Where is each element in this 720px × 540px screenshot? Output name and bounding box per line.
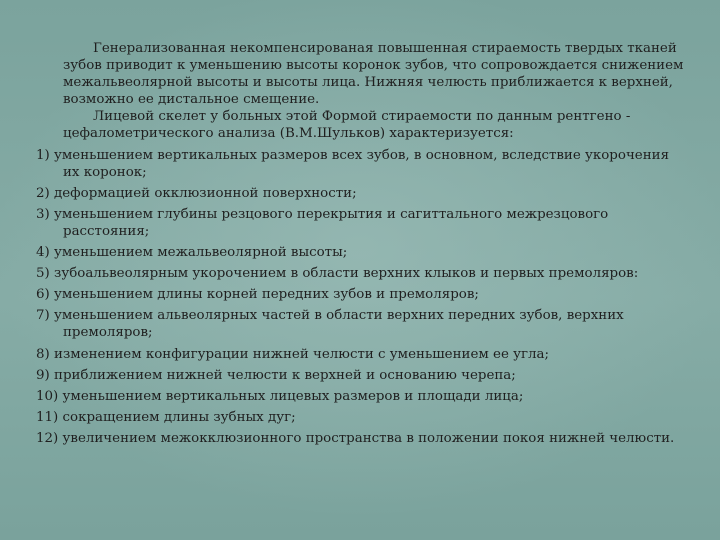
intro-paragraph: Генерализованная некомпенсированая повышенная стираемость твердых тканей зубов приводит к уменьшению высоты коронок зубов, что сопровождается снижением межальвеолярной высоты и высоты лица. Нижняя челюсть приближается к верхней, возможно ее дистальное смещение. bbox=[63, 41, 684, 108]
list-item bbox=[36, 409, 684, 426]
list-item-text: уменьшением альвеолярных частей в области верхних передних зубов, верхних премоляров; bbox=[54, 308, 624, 341]
list-item-number: 10) bbox=[36, 388, 59, 404]
list-item-text: зубоальвеолярным укорочением в области верхних клыков и первых премоляров: bbox=[54, 266, 639, 282]
slide-content bbox=[36, 40, 684, 451]
list-item bbox=[36, 430, 684, 447]
list-item bbox=[36, 147, 684, 181]
list-item-text: уменьшением глубины резцового перекрытия и сагиттального межрезцового расстояния; bbox=[54, 206, 609, 239]
list-item-number: 2) bbox=[36, 185, 50, 201]
list-item bbox=[36, 185, 684, 202]
skeleton-paragraph: Лицевой скелет у больных этой Формой стираемости по данным рентгено - цефалометрического анализа (В.М.Шульков) характеризуется: bbox=[63, 109, 631, 142]
list-item-number: 5) bbox=[36, 266, 50, 282]
list-item-text: уменьшением вертикальных размеров всех зубов, в основном, вследствие укорочения их коронок; bbox=[54, 147, 670, 180]
list-item bbox=[36, 286, 684, 303]
list-item bbox=[36, 307, 684, 341]
list-item-number: 3) bbox=[36, 206, 50, 222]
list-item-text: уменьшением длины корней передних зубов и премоляров; bbox=[54, 287, 479, 303]
list-item-text: сокращением длины зубных дуг; bbox=[62, 409, 296, 425]
list-item-number: 1) bbox=[36, 147, 50, 163]
list-item bbox=[36, 206, 684, 240]
characteristics-list bbox=[36, 147, 684, 447]
list-item bbox=[36, 265, 684, 282]
list-item bbox=[36, 388, 684, 405]
list-item bbox=[36, 244, 684, 261]
list-item-text: увеличением межокклюзионного пространства в положении покоя нижней челюсти. bbox=[62, 430, 675, 446]
list-item-number: 7) bbox=[36, 308, 50, 324]
list-item-text: уменьшением межальвеолярной высоты; bbox=[54, 245, 348, 261]
list-item bbox=[36, 346, 684, 363]
list-item-number: 12) bbox=[36, 430, 59, 446]
list-item-number: 4) bbox=[36, 245, 50, 261]
list-item-number: 6) bbox=[36, 287, 50, 303]
list-item-number: 11) bbox=[36, 409, 59, 425]
list-item-number: 9) bbox=[36, 367, 50, 383]
list-item-text: деформацией окклюзионной поверхности; bbox=[54, 185, 357, 201]
list-item bbox=[36, 367, 684, 384]
list-item-number: 8) bbox=[36, 346, 50, 362]
list-item-text: изменением конфигурации нижней челюсти с уменьшением ее угла; bbox=[54, 346, 550, 362]
list-item-text: уменьшением вертикальных лицевых размеров и площади лица; bbox=[62, 388, 524, 404]
list-item-text: приближением нижней челюсти к верхней и основанию черепа; bbox=[54, 367, 516, 383]
